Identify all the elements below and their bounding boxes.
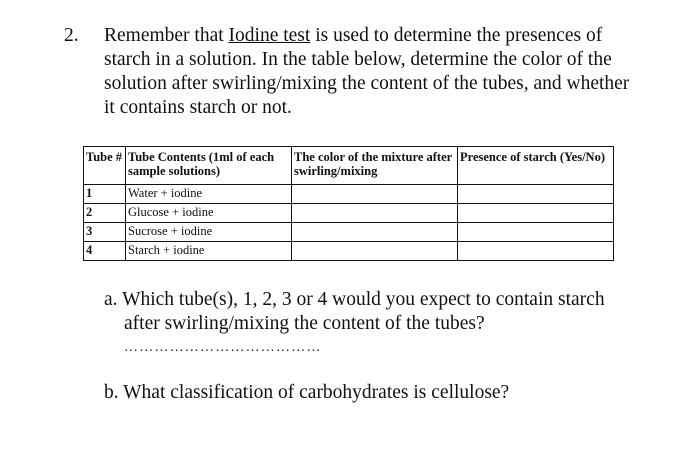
tube-number-cell: 2: [84, 204, 126, 223]
table-row: [84, 242, 614, 261]
tube-contents-cell: Glucose + iodine: [126, 204, 292, 223]
table-row: [84, 185, 614, 204]
part-a-question: [104, 288, 624, 336]
table-header-row: [84, 147, 614, 185]
mixture-color-cell[interactable]: [292, 185, 458, 204]
mixture-color-cell[interactable]: [292, 242, 458, 261]
header-tube-number: Tube #: [84, 147, 126, 185]
tube-contents-cell: Starch + iodine: [126, 242, 292, 261]
mixture-color-cell[interactable]: [292, 204, 458, 223]
tube-results-table: [83, 146, 614, 261]
tube-contents-cell: Water + iodine: [126, 185, 292, 204]
iodine-test-term: Iodine test: [228, 25, 311, 46]
starch-presence-cell[interactable]: [458, 204, 614, 223]
header-tube-contents: Tube Contents (1ml of each sample solutions): [126, 147, 292, 185]
question-number: 2.: [64, 25, 79, 46]
part-a-text: Which tube(s), 1, 2, 3 or 4 would you expect to contain starch after swirling/mixing the content of the tubes?: [122, 289, 605, 334]
part-b-label: b.: [104, 382, 119, 403]
mixture-color-cell[interactable]: [292, 223, 458, 242]
table-row: [84, 204, 614, 223]
header-presence-of-starch: Presence of starch (Yes/No): [458, 147, 614, 185]
tube-contents-cell: Sucrose + iodine: [126, 223, 292, 242]
question-text: [64, 24, 644, 120]
question-2: [64, 24, 644, 120]
header-mixture-color: The color of the mixture after swirling/mixing: [292, 147, 458, 185]
question-text-before: Remember that: [104, 25, 229, 46]
part-b-text: What classification of carbohydrates is cellulose?: [123, 382, 510, 403]
part-b: [104, 381, 509, 405]
part-a-label: a.: [104, 289, 118, 310]
question-text-after: is used to determine the presences of starch in a solution. In the table below, determine the color of the solution after swirling/mixing the content of the tubes, and whether it contains starch or not.: [104, 25, 630, 118]
starch-presence-cell[interactable]: [458, 185, 614, 204]
part-a-answer-line[interactable]: …………………………………: [124, 340, 322, 355]
tube-number-cell: 4: [84, 242, 126, 261]
starch-presence-cell[interactable]: [458, 242, 614, 261]
tube-number-cell: 3: [84, 223, 126, 242]
tube-number-cell: 1: [84, 185, 126, 204]
starch-presence-cell[interactable]: [458, 223, 614, 242]
table-row: [84, 223, 614, 242]
part-a: [104, 288, 624, 336]
